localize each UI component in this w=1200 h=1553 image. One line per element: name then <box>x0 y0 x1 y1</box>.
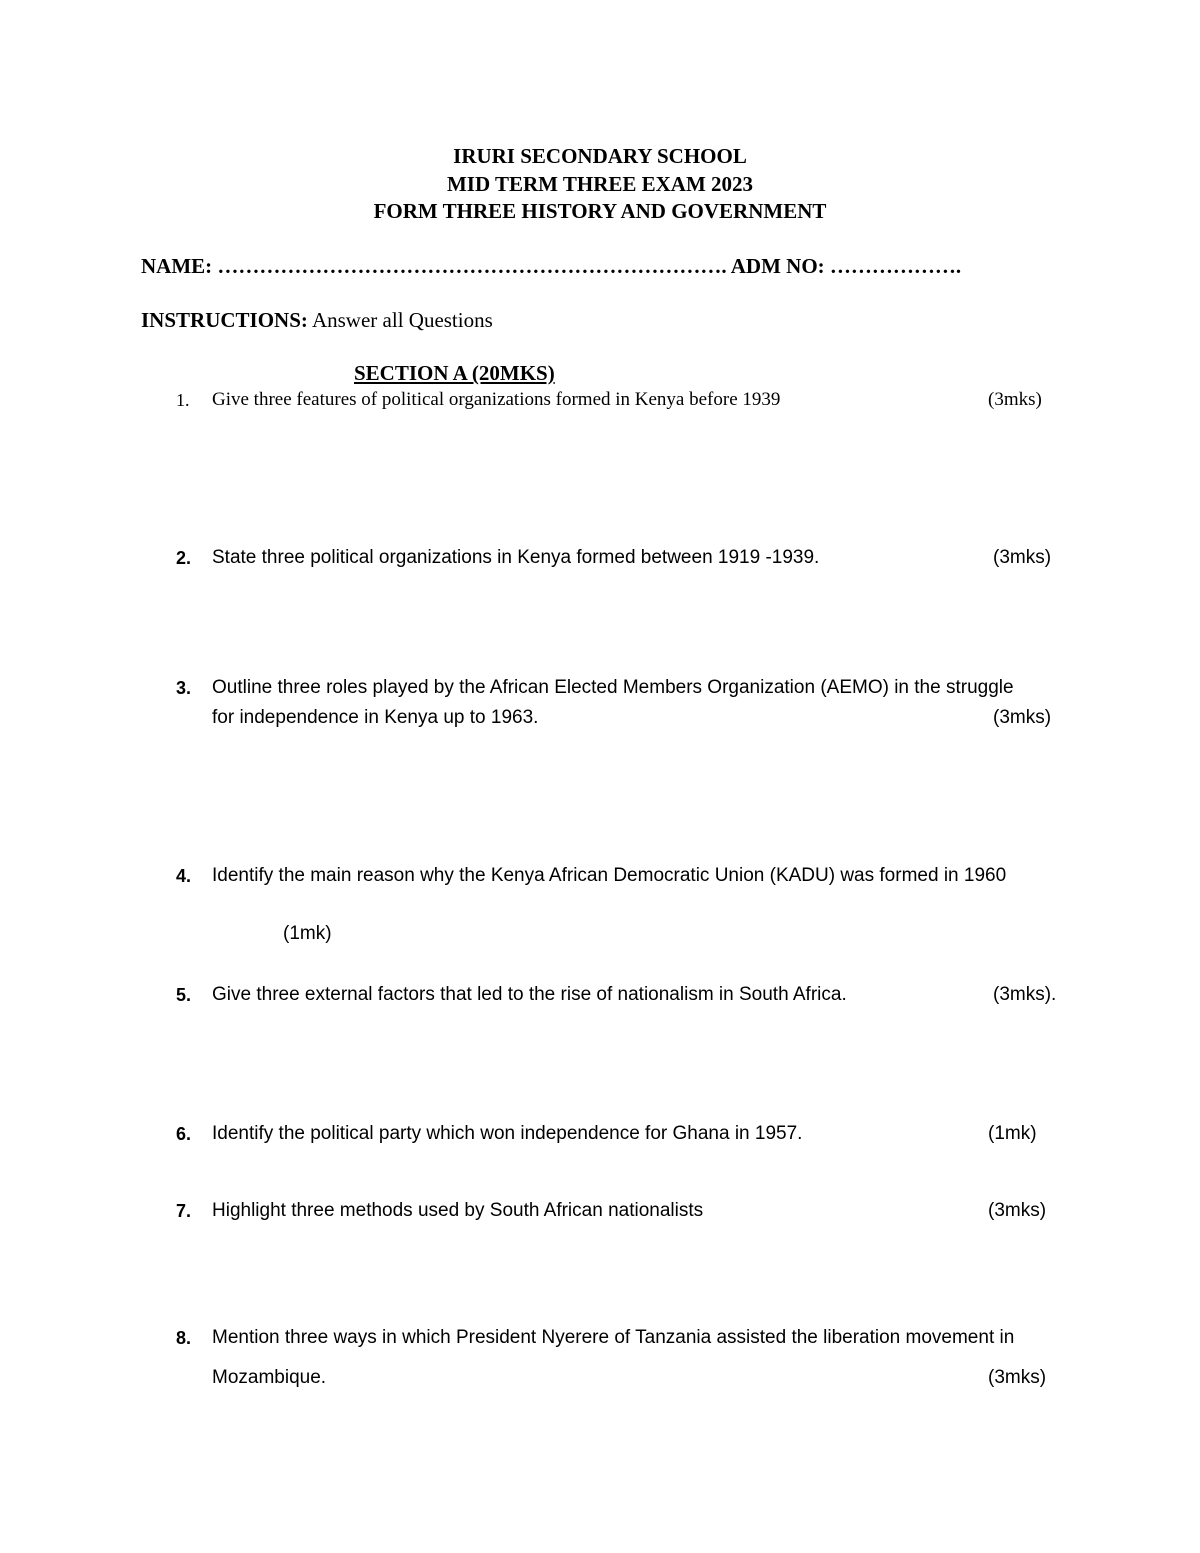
question-marks: (3mks) <box>988 1367 1047 1388</box>
adm-line[interactable]: ………………. <box>829 254 962 278</box>
instructions-label: INSTRUCTIONS: <box>141 308 308 332</box>
section-a-title: SECTION A (20MKS) <box>354 361 555 385</box>
question-text: Outline three roles played by the African Elected Members Organization (AEMO) in the struggle <box>212 677 1014 698</box>
question-text: Identify the main reason why the Kenya African Democratic Union (KADU) was formed in 1960 <box>212 865 1007 886</box>
question-marks: (3mks) <box>993 547 1052 568</box>
question-number: 3. <box>176 678 192 698</box>
question-text: State three political organizations in Kenya formed between 1919 -1939. <box>212 547 820 568</box>
question-text: Highlight three methods used by South African nationalists <box>212 1200 704 1221</box>
question-text: Give three features of political organizations formed in Kenya before 1939 <box>212 389 781 410</box>
question-marks: (3mks) <box>988 389 1042 410</box>
question-number: 5. <box>176 985 192 1005</box>
name-label: NAME: <box>141 254 213 278</box>
subject-title: FORM THREE HISTORY AND GOVERNMENT <box>373 199 827 223</box>
question-number: 8. <box>176 1328 192 1348</box>
school-name: IRURI SECONDARY SCHOOL <box>453 144 747 168</box>
instructions <box>141 308 493 333</box>
question-number: 4. <box>176 866 192 886</box>
exam-title: MID TERM THREE EXAM 2023 <box>446 172 754 196</box>
question-text: Mention three ways in which President Nyerere of Tanzania assisted the liberation movement in <box>212 1327 1015 1348</box>
question-marks: (1mk) <box>988 1123 1037 1144</box>
question-text: Give three external factors that led to the rise of nationalism in South Africa. <box>212 984 847 1005</box>
question-marks: (3mks) <box>993 707 1052 728</box>
question-number: 6. <box>176 1124 192 1144</box>
question-number: 2. <box>176 548 192 568</box>
question-marks: (1mk) <box>283 923 332 944</box>
question-text-cont: Mozambique. <box>212 1367 327 1388</box>
question-text: Identify the political party which won independence for Ghana in 1957. <box>212 1123 803 1144</box>
name-line[interactable]: ………………………………………………………………. <box>217 254 727 278</box>
question-text-cont: for independence in Kenya up to 1963. <box>212 707 539 728</box>
name-row <box>141 254 961 279</box>
question-number: 1. <box>176 390 190 410</box>
question-number: 7. <box>176 1201 192 1221</box>
question-marks: (3mks). <box>993 984 1057 1005</box>
question-marks: (3mks) <box>988 1200 1047 1221</box>
instructions-text: Answer all Questions <box>311 308 493 332</box>
adm-label: ADM NO: <box>730 254 825 278</box>
